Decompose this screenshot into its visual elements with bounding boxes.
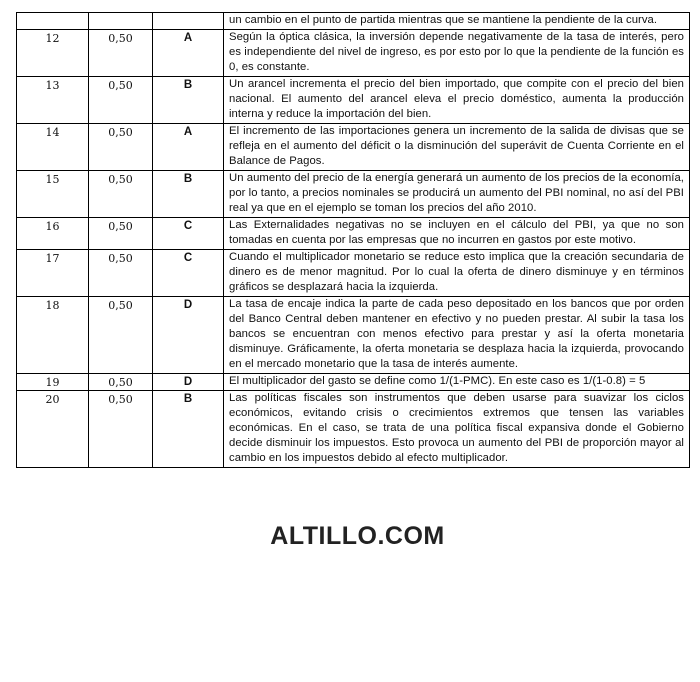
table-row <box>17 218 690 250</box>
question-number: 13 <box>17 77 89 124</box>
question-number <box>17 13 89 30</box>
table-row <box>17 13 690 30</box>
question-value: 0,50 <box>89 391 153 468</box>
explanation-text: Las políticas fiscales son instrumentos que deben usarse para suavizar los ciclos económicos, evitando crisis o crecimientos extremos que tensen las variables económicas. En el caso, se trata de una política fiscal expansiva donde el Gobierno decide disminuir los impuestos. Esto provoca un aumento del PBI de proporción mayor al cambio en los impuestos debido al efecto multiplicador. <box>224 391 690 468</box>
question-value: 0,50 <box>89 77 153 124</box>
question-value: 0,50 <box>89 250 153 297</box>
question-number: 20 <box>17 391 89 468</box>
question-value: 0,50 <box>89 218 153 250</box>
table-row <box>17 374 690 391</box>
explanation-text: Según la óptica clásica, la inversión depende negativamente de la tasa de interés, pero es independiente del nivel de ingreso, es por esto por lo que la pendiente de la función es 0, es constante. <box>224 30 690 77</box>
answer-table <box>16 12 690 468</box>
explanation-text: Cuando el multiplicador monetario se reduce esto implica que la creación secundaria de dinero es de menor magnitud. Por lo cual la oferta de dinero disminuye y en términos gráficos se desplazará hacia la izquierda. <box>224 250 690 297</box>
answer-key-sheet <box>16 12 689 468</box>
question-number: 15 <box>17 171 89 218</box>
question-number: 12 <box>17 30 89 77</box>
answer-letter: B <box>153 171 224 218</box>
answer-letter: D <box>153 374 224 391</box>
table-row <box>17 30 690 77</box>
question-value: 0,50 <box>89 297 153 374</box>
footer-brand: ALTILLO.COM <box>270 522 445 550</box>
answer-letter: D <box>153 297 224 374</box>
answer-letter: C <box>153 218 224 250</box>
answer-letter: B <box>153 391 224 468</box>
question-value <box>89 13 153 30</box>
explanation-text: Las Externalidades negativas no se incluyen en el cálculo del PBI, ya que no son tomadas en cuenta por las empresas que no incurren en gastos por este motivo. <box>224 218 690 250</box>
question-value: 0,50 <box>89 30 153 77</box>
table-row <box>17 250 690 297</box>
answer-letter: A <box>153 30 224 77</box>
explanation-text: Un arancel incrementa el precio del bien importado, que compite con el precio del bien nacional. El aumento del arancel eleva el precio doméstico, aumenta la producción interna y reduce la importación del bien. <box>224 77 690 124</box>
table-row <box>17 77 690 124</box>
question-number: 14 <box>17 124 89 171</box>
question-value: 0,50 <box>89 124 153 171</box>
answer-letter: A <box>153 124 224 171</box>
table-row <box>17 297 690 374</box>
question-number: 18 <box>17 297 89 374</box>
question-number: 16 <box>17 218 89 250</box>
explanation-text: El incremento de las importaciones genera un incremento de la salida de divisas que se refleja en el aumento del déficit o la disminución del superávit de Cuenta Corriente en el Balance de Pagos. <box>224 124 690 171</box>
explanation-text: un cambio en el punto de partida mientras que se mantiene la pendiente de la curva. <box>224 13 690 30</box>
answer-table-body <box>17 13 690 468</box>
table-row <box>17 124 690 171</box>
answer-letter <box>153 13 224 30</box>
table-row <box>17 171 690 218</box>
answer-letter: C <box>153 250 224 297</box>
question-number: 17 <box>17 250 89 297</box>
question-value: 0,50 <box>89 374 153 391</box>
answer-letter: B <box>153 77 224 124</box>
explanation-text: La tasa de encaje indica la parte de cada peso depositado en los bancos que por orden del Banco Central deben mantener en efectivo y no pueden prestar. Al subir la tasa los bancos se encuentran con menos efectivo para prestar y así la oferta monetaria disminuye. Gráficamente, la oferta monetaria se desplaza hacia la izquierda, provocando en el mercado monetario que la tasa de interés aumente. <box>224 297 690 374</box>
table-row <box>17 391 690 468</box>
explanation-text: Un aumento del precio de la energía generará un aumento de los precios de la economía, por lo tanto, a precios nominales se producirá un aumento del PBI nominal, no así del PBI real ya que en el ejemplo se toman los precios del año 2010. <box>224 171 690 218</box>
question-number: 19 <box>17 374 89 391</box>
explanation-text: El multiplicador del gasto se define como 1/(1-PMC). En este caso es 1/(1-0.8) = 5 <box>224 374 690 391</box>
question-value: 0,50 <box>89 171 153 218</box>
